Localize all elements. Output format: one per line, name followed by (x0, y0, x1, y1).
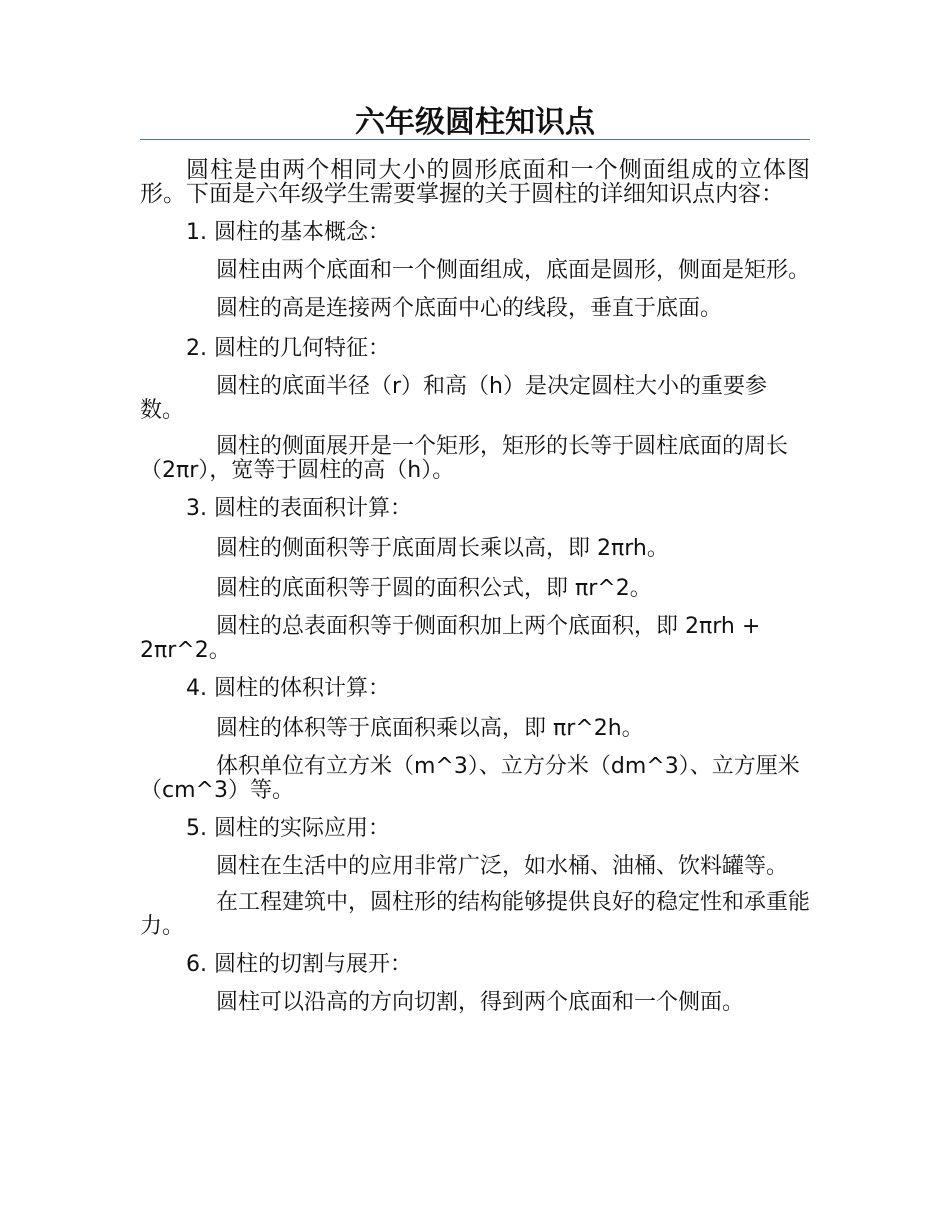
section-item: 圆柱的侧面展开是一个矩形，矩形的长等于圆柱底面的周长（2πr），宽等于圆柱的高（h）。 (140, 434, 789, 483)
section-heading: 5. 圆柱的实际应用： (186, 816, 390, 841)
page-title: 六年级圆柱知识点 (355, 105, 595, 140)
document-body (140, 158, 810, 1027)
section-item: 圆柱的总表面积等于侧面积加上两个底面积，即 2πrh + 2πr^2。 (140, 614, 761, 663)
section-2 (140, 335, 810, 483)
section-heading: 3. 圆柱的表面积计算： (186, 496, 412, 521)
section-item: 圆柱的底面半径（r）和高（h）是决定圆柱大小的重要参数。 (140, 374, 767, 423)
section-heading: 2. 圆柱的几何特征： (186, 336, 390, 361)
section-item: 圆柱的侧面积等于底面周长乘以高，即 2πrh。 (216, 536, 669, 561)
section-heading: 6. 圆柱的切割与展开： (186, 952, 412, 977)
section-3 (140, 495, 810, 663)
title-divider (140, 139, 810, 140)
section-heading: 4. 圆柱的体积计算： (186, 676, 390, 701)
section-item: 圆柱的高是连接两个底面中心的线段，垂直于底面。 (216, 296, 723, 321)
section-1 (140, 219, 810, 323)
section-heading: 1. 圆柱的基本概念： (186, 220, 390, 245)
section-item: 圆柱由两个底面和一个侧面组成，底面是圆形，侧面是矩形。 (216, 258, 811, 283)
section-item: 圆柱的体积等于底面积乘以高，即 πr^2h。 (216, 716, 644, 741)
intro-paragraph: 圆柱是由两个相同大小的圆形底面和一个侧面组成的立体图形。下面是六年级学生需要掌握的关于圆柱的详细知识点内容： (140, 157, 810, 207)
section-4 (140, 675, 810, 803)
section-6 (140, 951, 810, 1015)
section-5 (140, 815, 810, 939)
section-item: 在工程建筑中，圆柱形的结构能够提供良好的稳定性和承重能力。 (140, 890, 811, 939)
section-item: 体积单位有立方米（m^3）、立方分米（dm^3）、立方厘米（cm^3）等。 (140, 754, 800, 803)
section-item: 圆柱在生活中的应用非常广泛，如水桶、油桶、饮料罐等。 (216, 854, 789, 879)
section-item: 圆柱的底面积等于圆的面积公式，即 πr^2。 (216, 576, 652, 601)
section-item: 圆柱可以沿高的方向切割，得到两个底面和一个侧面。 (216, 990, 745, 1015)
